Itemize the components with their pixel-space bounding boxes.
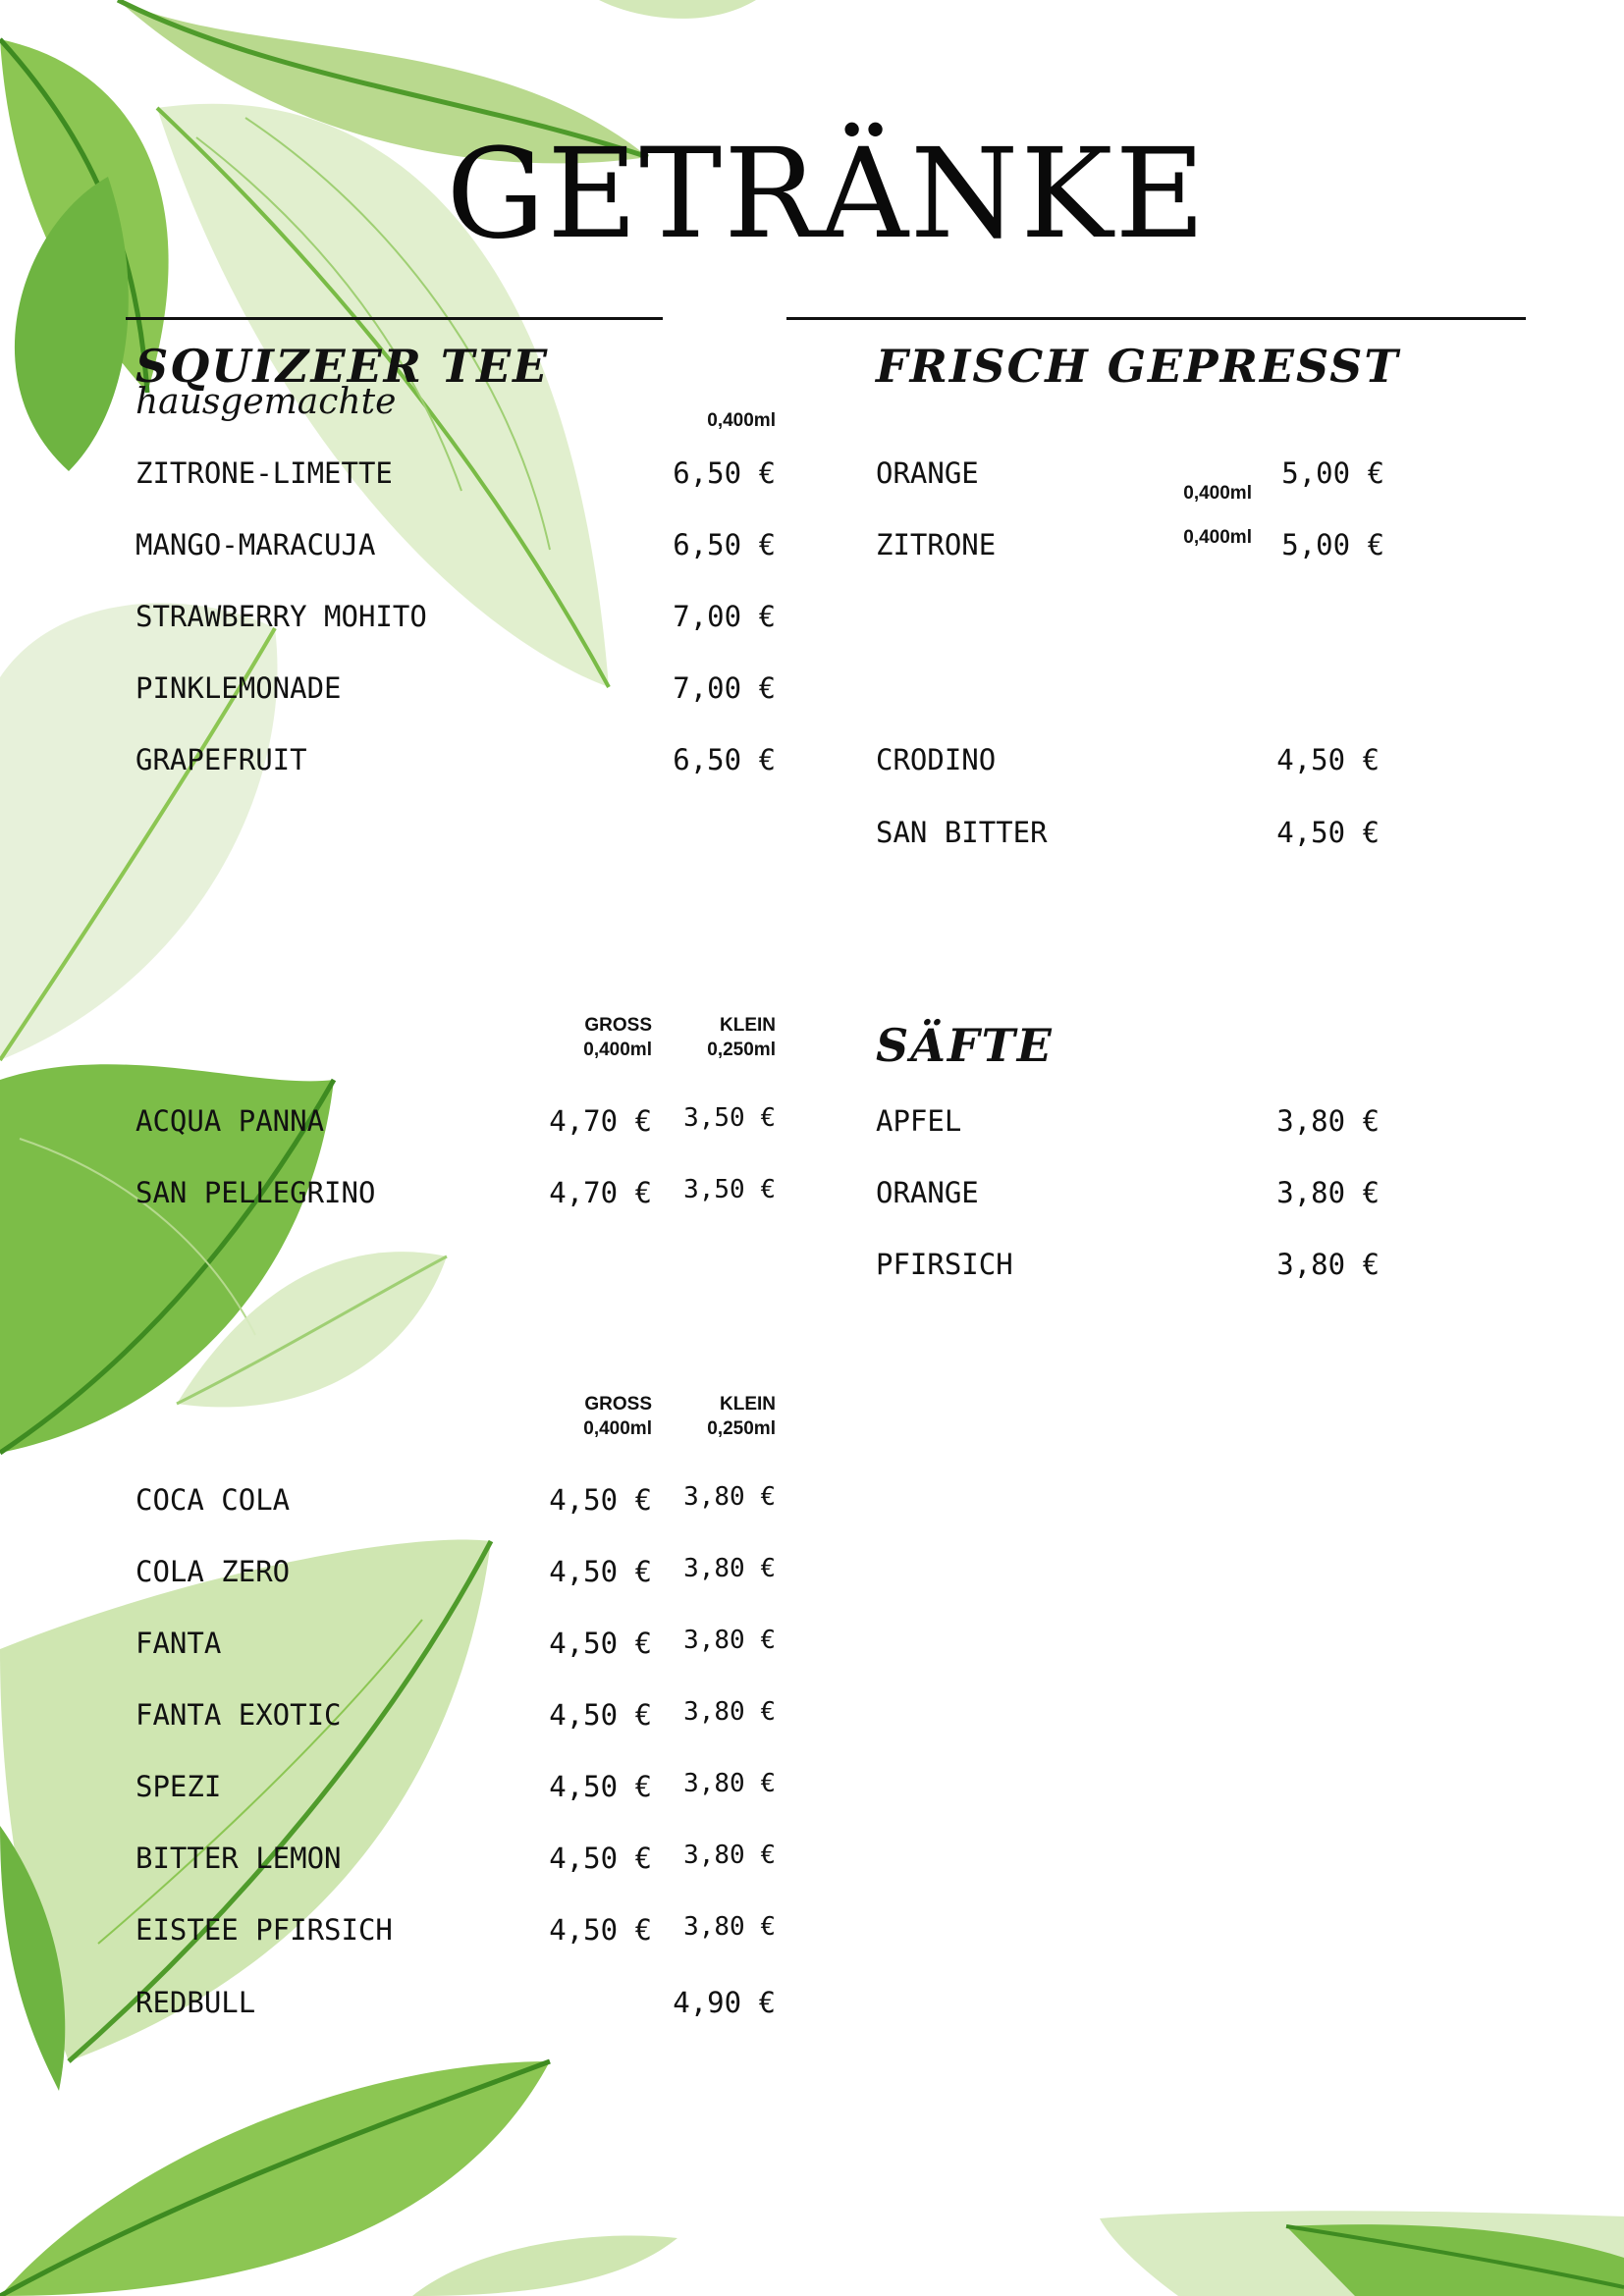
frisch-item-name: ZITRONE	[876, 528, 997, 561]
water-item-klein: 3,50 €	[683, 1103, 776, 1133]
softdrink-item-gross: 4,50 €	[549, 1842, 652, 1875]
softdrink-item-klein: 4,90 €	[673, 1986, 776, 2019]
aperitif-item-price: 4,50 €	[1276, 816, 1380, 849]
softdrink-item-klein: 3,80 €	[683, 1554, 776, 1583]
softdrink-item-name: FANTA EXOTIC	[135, 1698, 342, 1732]
softdrink-item-gross: 4,50 €	[549, 1483, 652, 1517]
water-item-gross: 4,70 €	[549, 1104, 652, 1138]
softdrink-item-gross: 4,50 €	[549, 1770, 652, 1803]
softdrink-item-name: COCA COLA	[135, 1483, 291, 1517]
squizeer-item-price: 6,50 €	[673, 456, 776, 490]
water-gross-header	[520, 1013, 652, 1062]
softdrinks-gross-size: 0,400ml	[583, 1418, 652, 1439]
squizeer-item-price: 7,00 €	[673, 671, 776, 705]
frisch-item-size: 0,400ml	[1183, 483, 1252, 504]
saefte-item-price: 3,80 €	[1276, 1248, 1380, 1281]
softdrinks-gross-header	[520, 1392, 652, 1441]
softdrink-item-klein: 3,80 €	[683, 1626, 776, 1655]
saefte-item-name: PFIRSICH	[876, 1248, 1013, 1281]
softdrinks-klein-header	[648, 1392, 776, 1441]
softdrink-item-klein: 3,80 €	[683, 1482, 776, 1512]
water-klein-header	[648, 1013, 776, 1062]
saefte-item-price: 3,80 €	[1276, 1104, 1380, 1138]
page-title: GETRÄNKE	[446, 122, 1208, 266]
squizeer-item-name: GRAPEFRUIT	[135, 743, 307, 776]
squizeer-item-name: MANGO-MARACUJA	[135, 528, 376, 561]
softdrinks-gross-label: GROSS	[584, 1394, 652, 1415]
water-item-klein: 3,50 €	[683, 1175, 776, 1204]
aperitif-item-price: 4,50 €	[1276, 743, 1380, 776]
frisch-item-price: 5,00 €	[1281, 528, 1384, 561]
water-klein-label: KLEIN	[720, 1015, 776, 1036]
softdrinks-klein-label: KLEIN	[720, 1394, 776, 1415]
aperitif-item-name: CRODINO	[876, 743, 997, 776]
squizeer-item-price: 7,00 €	[673, 600, 776, 633]
squizeer-size-label: 0,400ml	[707, 410, 776, 431]
squizeer-item-name: ZITRONE-LIMETTE	[135, 456, 393, 490]
saefte-item-name: ORANGE	[876, 1176, 979, 1209]
water-item-name: SAN PELLEGRINO	[135, 1176, 376, 1209]
frisch-item-size: 0,400ml	[1183, 527, 1252, 548]
softdrink-item-klein: 3,80 €	[683, 1697, 776, 1727]
squizeer-subheading: hausgemachte	[135, 382, 397, 422]
softdrink-item-gross: 4,50 €	[549, 1555, 652, 1588]
left-divider	[126, 317, 663, 320]
softdrink-item-gross: 4,50 €	[549, 1698, 652, 1732]
softdrink-item-name: BITTER LEMON	[135, 1842, 342, 1875]
softdrink-item-klein: 3,80 €	[683, 1769, 776, 1798]
softdrink-item-klein: 3,80 €	[683, 1841, 776, 1870]
softdrink-item-name: EISTEE PFIRSICH	[135, 1913, 393, 1947]
squizeer-item-price: 6,50 €	[673, 743, 776, 776]
water-gross-size: 0,400ml	[583, 1040, 652, 1060]
softdrink-item-name: FANTA	[135, 1627, 222, 1660]
softdrinks-klein-size: 0,250ml	[707, 1418, 776, 1439]
softdrink-item-gross: 4,50 €	[549, 1913, 652, 1947]
softdrink-item-klein: 3,80 €	[683, 1912, 776, 1942]
frisch-item-price: 5,00 €	[1281, 456, 1384, 490]
softdrink-item-name: COLA ZERO	[135, 1555, 291, 1588]
softdrink-item-gross: 4,50 €	[549, 1627, 652, 1660]
squizeer-item-price: 6,50 €	[673, 528, 776, 561]
softdrink-item-name: REDBULL	[135, 1986, 256, 2019]
squizeer-item-name: STRAWBERRY MOHITO	[135, 600, 427, 633]
squizeer-heading: SQUIZEER TEE	[135, 340, 550, 393]
softdrink-item-name: SPEZI	[135, 1770, 222, 1803]
water-item-gross: 4,70 €	[549, 1176, 652, 1209]
saefte-item-name: APFEL	[876, 1104, 962, 1138]
saefte-item-price: 3,80 €	[1276, 1176, 1380, 1209]
water-gross-label: GROSS	[584, 1015, 652, 1036]
frisch-item-name: ORANGE	[876, 456, 979, 490]
saefte-heading: SÄFTE	[876, 1019, 1054, 1072]
water-item-name: ACQUA PANNA	[135, 1104, 325, 1138]
aperitif-item-name: SAN BITTER	[876, 816, 1048, 849]
right-divider	[786, 317, 1526, 320]
squizeer-item-name: PINKLEMONADE	[135, 671, 342, 705]
water-klein-size: 0,250ml	[707, 1040, 776, 1060]
frisch-heading: FRISCH GEPRESST	[876, 340, 1400, 393]
